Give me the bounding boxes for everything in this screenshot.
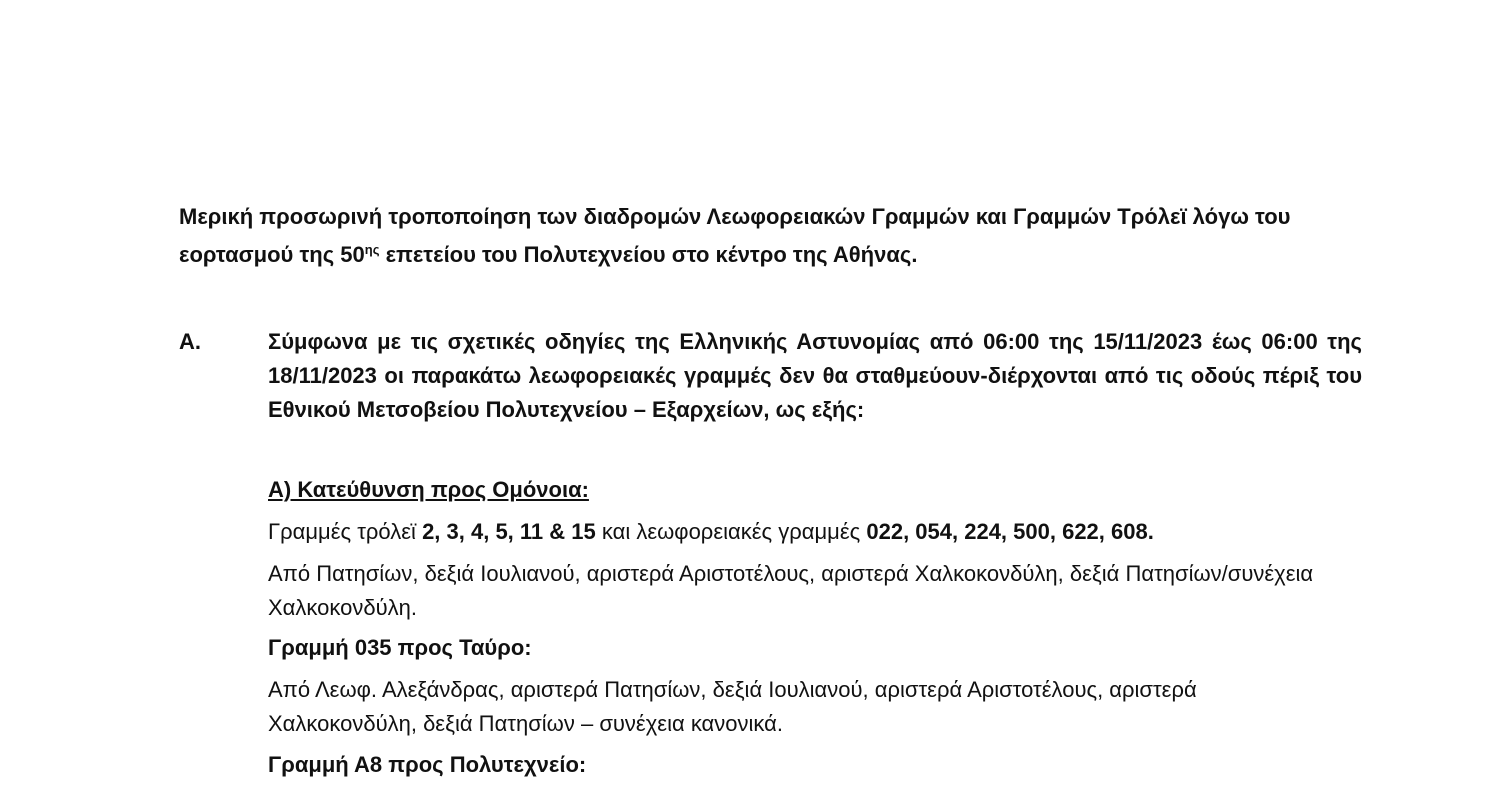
title-part-2: επετείου του Πολυτεχνείου στο κέντρο της Αθήνας. (379, 242, 918, 267)
section-a-letter: Α. (179, 329, 201, 354)
route-035-paragraph: Από Λεωφ. Αλεξάνδρας, αριστερά Πατησίων, δεξιά Ιουλιανού, αριστερά Αριστοτέλους, αριστερά Χαλκοκονδύλη, δεξιά Πατησίων – συνέχεια κανονικά. (268, 677, 1197, 736)
lines-intro-2: και λεωφορειακές γραμμές (595, 519, 867, 544)
section-a-text: Σύμφωνα με τις σχετικές οδηγίες της Ελληνικής Αστυνομίας από 06:00 της 15/11/2023 έως 06:00 της 18/11/2023 οι παρακάτω λεωφορειακές γραμμές δεν θα σταθμεύουν-διέρχονται από τις οδούς πέριξ του Εθνικού Μετσοβείου Πολυτεχνείου – Εξαρχείων, ως εξής: (268, 329, 1362, 422)
bus-lines: 022, 054, 224, 500, 622, 608. (866, 519, 1154, 544)
trolley-lines: 2, 3, 4, 5, 11 & 15 (422, 519, 596, 544)
document-title (179, 198, 1369, 274)
line-a8-heading: Γραμμή Α8 προς Πολυτεχνείο: (268, 752, 587, 777)
title-superscript: ης (364, 242, 380, 257)
line-035-heading: Γραμμή 035 προς Ταύρο: (268, 635, 532, 660)
lines-intro-1: Γραμμές τρόλεϊ (268, 519, 423, 544)
title-part-1: Μερική προσωρινή τροποποίηση των διαδρομών Λεωφορειακών Γραμμών και Γραμμών Τρόλεϊ λόγω του εορτασμού της 50 (179, 204, 1291, 267)
route-1-paragraph: Από Πατησίων, δεξιά Ιουλιανού, αριστερά Αριστοτέλους, αριστερά Χαλκοκονδύλη, δεξιά Πατησίων/συνέχεια Χαλκοκονδύλη. (268, 561, 1314, 620)
direction-heading: Α) Κατεύθυνση προς Ομόνοια: (268, 477, 589, 502)
lines-paragraph (268, 515, 1388, 549)
